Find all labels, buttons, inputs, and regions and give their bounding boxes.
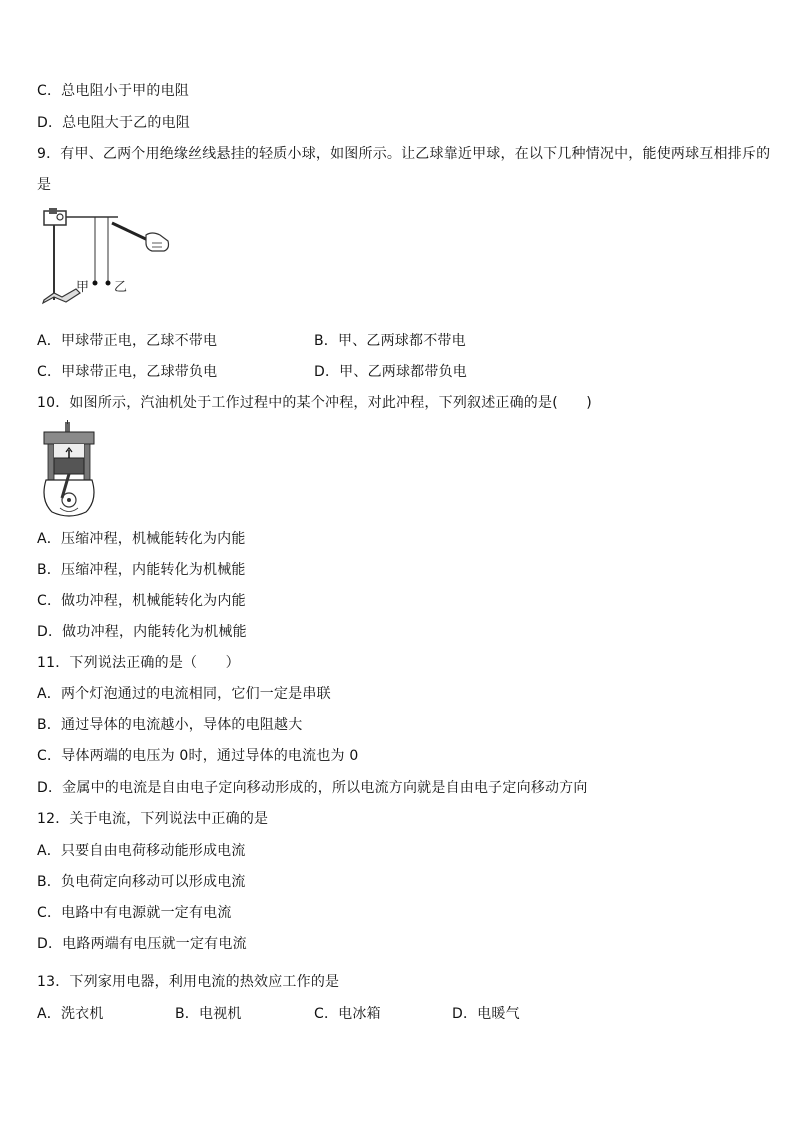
q13-option-a: A．洗衣机	[37, 1006, 104, 1022]
q11-option-c: C．导体两端的电压为 0时，通过导体的电流也为 0	[37, 748, 359, 764]
q12-stem: 12．关于电流，下列说法中正确的是	[37, 811, 269, 827]
option-d-prev: D．总电阻大于乙的电阻	[37, 115, 190, 131]
q9-option-c: C．甲球带正电，乙球带负电	[37, 364, 218, 380]
label-jia: 甲	[76, 280, 90, 295]
option-c-prev: C．总电阻小于甲的电阻	[37, 83, 189, 99]
q9-stem-line1: 9．有甲、乙两个用绝缘丝线悬挂的轻质小球，如图所示。让乙球靠近甲球，在以下几种情况中，能使两球互相排斥的	[37, 146, 771, 162]
q10-option-d: D．做功冲程，内能转化为机械能	[37, 624, 247, 640]
q10-option-a: A．压缩冲程，机械能转化为内能	[37, 531, 246, 547]
q13-stem: 13．下列家用电器，利用电流的热效应工作的是	[37, 974, 340, 990]
label-yi: 乙	[114, 280, 128, 295]
q12-option-b: B．负电荷定向移动可以形成电流	[37, 874, 246, 890]
q10-stem: 10．如图所示，汽油机处于工作过程中的某个冲程，对此冲程，下列叙述正确的是( )	[37, 395, 592, 411]
q11-option-d: D．金属中的电流是自由电子定向移动形成的，所以电流方向就是自由电子定向移动方向	[37, 780, 588, 796]
q13-option-b: B．电视机	[175, 1006, 242, 1022]
q12-option-d: D．电路两端有电压就一定有电流	[37, 936, 247, 952]
q9-suspended-balls-figure	[40, 205, 175, 315]
q13-option-d: D．电暖气	[452, 1006, 520, 1022]
q12-option-c: C．电路中有电源就一定有电流	[37, 905, 232, 921]
q9-option-d: D．甲、乙两球都带负电	[314, 364, 467, 380]
q9-option-a: A．甲球带正电，乙球不带电	[37, 333, 218, 349]
q9-option-b: B．甲、乙两球都不带电	[314, 333, 466, 349]
q9-stem-line2: 是	[37, 177, 52, 193]
q11-stem: 11．下列说法正确的是（ ）	[37, 655, 240, 671]
q10-option-b: B．压缩冲程，内能转化为机械能	[37, 562, 246, 578]
q11-option-a: A．两个灯泡通过的电流相同，它们一定是串联	[37, 686, 331, 702]
q11-option-b: B．通过导体的电流越小，导体的电阻越大	[37, 717, 303, 733]
q13-option-c: C．电冰箱	[314, 1006, 381, 1022]
q10-option-c: C．做功冲程，机械能转化为内能	[37, 593, 246, 609]
q10-engine-cylinder-figure	[36, 420, 106, 520]
q12-option-a: A．只要自由电荷移动能形成电流	[37, 843, 246, 859]
